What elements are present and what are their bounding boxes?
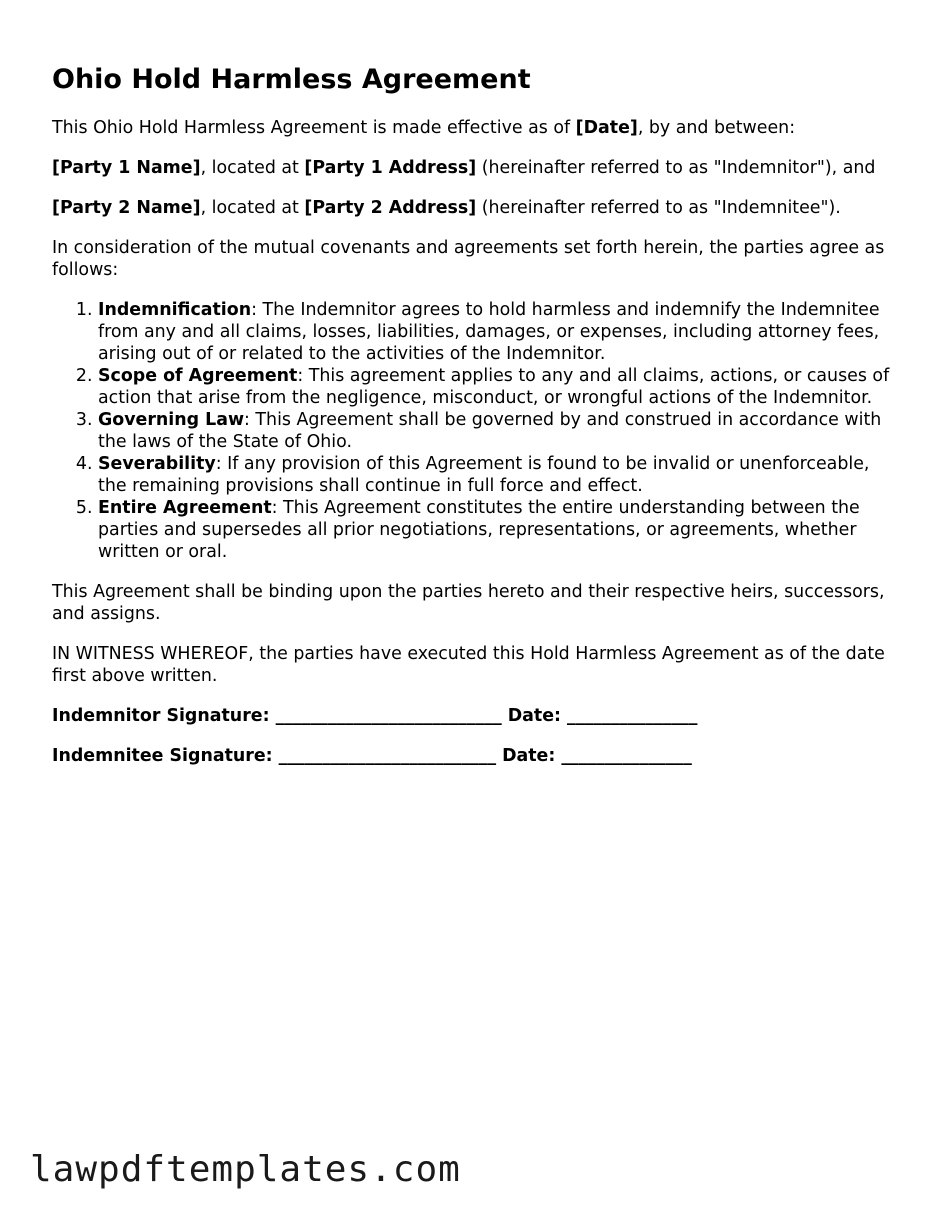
clause-heading: Entire Agreement [98, 498, 272, 518]
clause-text: : The Indemnitor agrees to hold harmless and indemnify the Indemnitee from any and all claims, losses, liabilities, damages, or expenses, including attorney fees, arising out of or related to the activities of the Indemnitor. [98, 300, 880, 364]
date-placeholder: [Date] [575, 118, 638, 138]
party1-located: , located at [200, 158, 305, 178]
clause-item [98, 299, 897, 365]
clause-item [98, 453, 897, 497]
agreement-document [52, 62, 897, 785]
clause-heading: Indemnification [98, 300, 252, 320]
indemnitor-signature-line[interactable]: Indemnitor Signature: __________________________ Date: _______________ [52, 706, 698, 726]
party1-tail: (hereinafter referred to as "Indemnitor"), and [476, 158, 876, 178]
party2-located: , located at [200, 198, 305, 218]
party2-name: [Party 2 Name] [52, 198, 201, 218]
site-watermark: lawpdftemplates.com [30, 1149, 461, 1190]
clause-text: : If any provision of this Agreement is found to be invalid or unenforceable, the remaining provisions shall continue in full force and effect. [98, 454, 870, 496]
party2-address: [Party 2 Address] [304, 198, 477, 218]
clause-heading: Governing Law [98, 410, 245, 430]
clause-heading: Severability [98, 454, 216, 474]
clauses-list [52, 299, 897, 563]
clause-text: : This agreement applies to any and all claims, actions, or causes of action that arise from the negligence, misconduct, or wrongful actions of the Indemnitor. [98, 366, 890, 408]
clause-heading: Scope of Agreement [98, 366, 298, 386]
party2-paragraph [52, 197, 897, 219]
clause-text: : This Agreement shall be governed by and construed in accordance with the laws of the State of Ohio. [98, 410, 882, 452]
clause-item [98, 365, 897, 409]
document-title: Ohio Hold Harmless Agreement [52, 64, 531, 95]
clause-item [98, 497, 897, 563]
intro-text-end: , by and between: [637, 118, 796, 138]
party1-paragraph [52, 157, 897, 179]
clause-text: : This Agreement constitutes the entire understanding between the parties and supersedes all prior negotiations, representations, or agreements, whether written or oral. [98, 498, 860, 562]
binding-paragraph: This Agreement shall be binding upon the parties hereto and their respective heirs, successors, and assigns. [52, 582, 885, 624]
party2-tail: (hereinafter referred to as "Indemnitee"). [476, 198, 841, 218]
indemnitee-signature-line[interactable]: Indemnitee Signature: _________________________ Date: _______________ [52, 746, 692, 766]
intro-paragraph [52, 117, 897, 139]
consideration-paragraph: In consideration of the mutual covenants and agreements set forth herein, the parties agree as follows: [52, 238, 885, 280]
intro-text: This Ohio Hold Harmless Agreement is made effective as of [52, 118, 576, 138]
party1-address: [Party 1 Address] [304, 158, 477, 178]
party1-name: [Party 1 Name] [52, 158, 201, 178]
witness-paragraph: IN WITNESS WHEREOF, the parties have executed this Hold Harmless Agreement as of the date first above written. [52, 644, 885, 686]
clause-item [98, 409, 897, 453]
